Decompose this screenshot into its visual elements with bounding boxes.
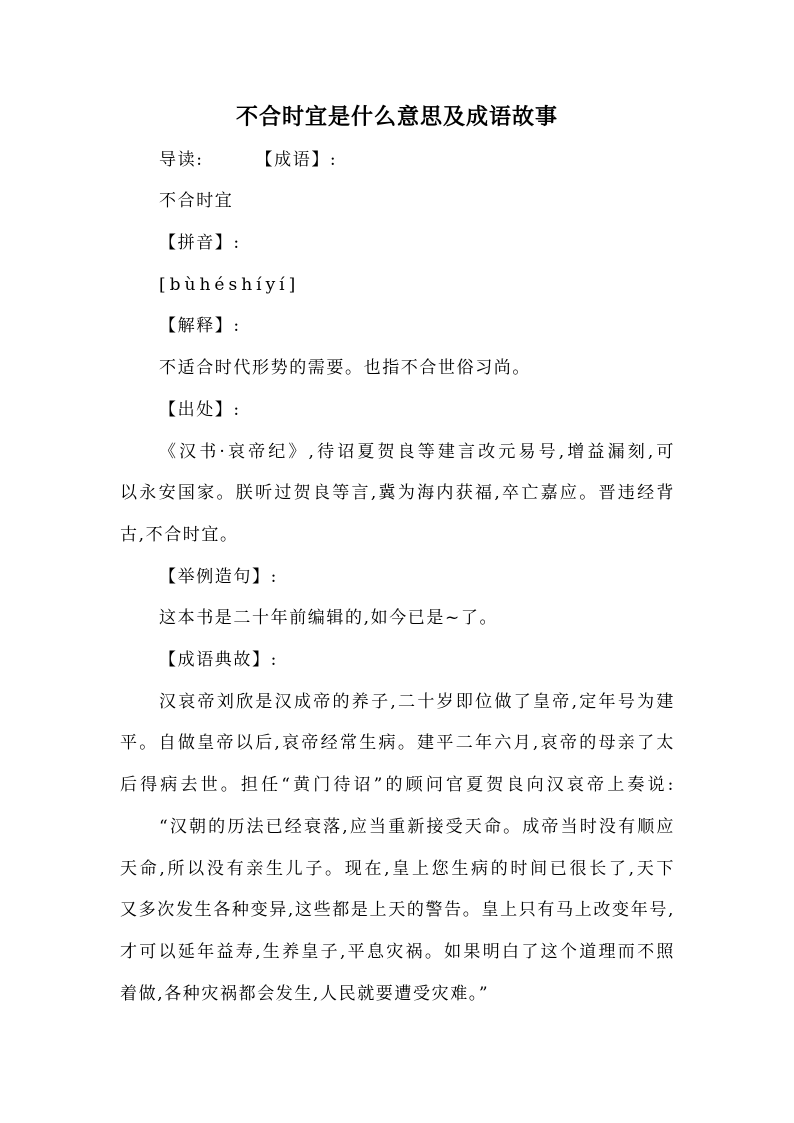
example-text: 这本书是二十年前编辑的,如今已是~了。 [159, 608, 499, 628]
jieshi-text: 不适合时代形势的需要。也指不合世俗习尚。 [159, 358, 531, 378]
chengyu-label: 【成语】: [255, 150, 338, 170]
chengyu-text: 不合时宜 [159, 191, 234, 211]
document-title: 不合时宜是什么意思及成语故事 [235, 105, 558, 130]
chuchu-label: 【出处】: [159, 400, 241, 420]
story-line: 才可以延年益寿,生养皇子,平息灾祸。如果明白了这个道理而不照 [120, 942, 675, 962]
pinyin-label: 【拼音】: [159, 233, 241, 253]
story-label: 【成语典故】: [159, 650, 278, 670]
story-line: 着做,各种灾祸都会发生,人民就要遭受灾难。” [120, 984, 490, 1004]
pinyin-text: [bùhéshíyí] [159, 275, 300, 295]
story-line: 汉哀帝刘欣是汉成帝的养子,二十岁即位做了皇帝,定年号为建 [159, 692, 675, 712]
intro-line [159, 148, 337, 172]
story-line: 又多次发生各种变异,这些都是上天的警告。皇上只有马上改变年号, [120, 900, 675, 920]
jieshi-label: 【解释】: [159, 316, 241, 336]
example-label: 【举例造句】: [159, 567, 278, 587]
story-line: “汉朝的历法已经衰落,应当重新接受天命。成帝当时没有顺应 [159, 817, 675, 837]
story-line: 天命,所以没有亲生儿子。现在,皇上您生病的时间已很长了,天下 [120, 859, 675, 879]
intro-label: 导读: [159, 150, 204, 170]
story-line: 后得病去世。担任“黄门待诏”的顾问官夏贺良向汉哀帝上奏说: [120, 775, 675, 795]
story-line: 平。自做皇帝以后,哀帝经常生病。建平二年六月,哀帝的母亲了太 [120, 733, 675, 753]
chuchu-line: 《汉书·哀帝纪》,待诏夏贺良等建言改元易号,增益漏刻,可 [159, 442, 675, 462]
chuchu-line: 古,不合时宜。 [120, 525, 239, 545]
chuchu-line: 以永安国家。朕听过贺良等言,冀为海内获福,卒亡嘉应。晋违经背 [120, 483, 675, 503]
